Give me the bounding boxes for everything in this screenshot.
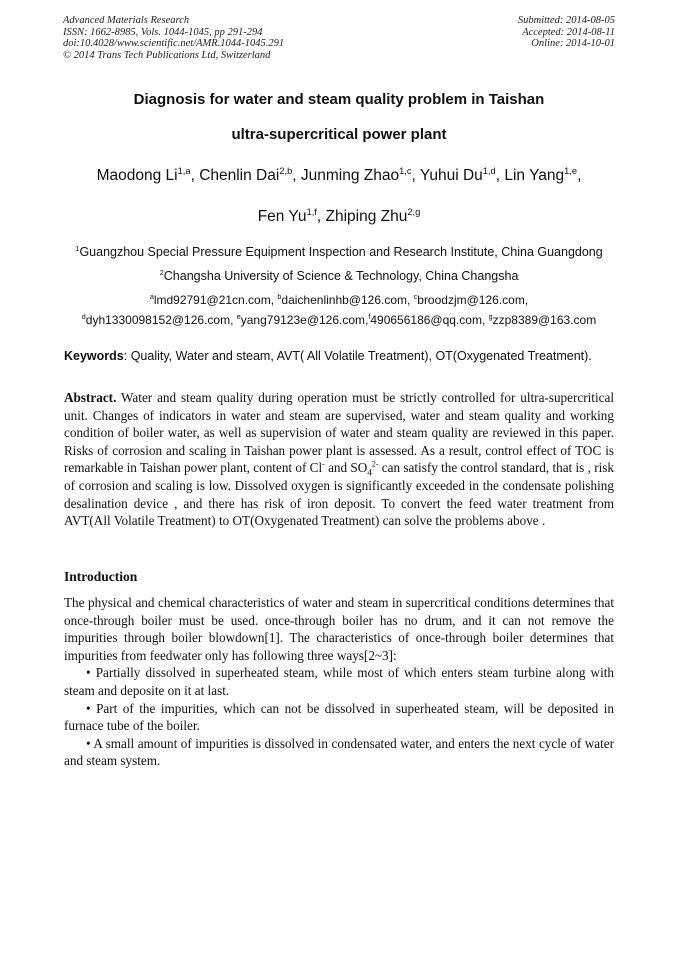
introduction-heading: Introduction	[64, 569, 138, 584]
author-name: Yuhui Du	[419, 167, 483, 184]
email-mark: g	[488, 312, 493, 321]
author-separator: ,	[316, 208, 326, 225]
email-address: dyh1330098152@126.com,	[85, 313, 237, 327]
keywords	[64, 349, 616, 363]
author-affiliation-mark: 1,e	[564, 165, 578, 176]
author-name: Zhiping Zhu	[325, 208, 408, 225]
paper-title-line-2: ultra-supercritical power plant	[231, 126, 447, 143]
email-list-line-2	[0, 313, 678, 327]
affiliation-text: Changsha University of Science & Technology, China Changsha	[163, 269, 519, 283]
email-address: yang79123e@126.com,	[240, 313, 369, 327]
journal-info	[63, 15, 284, 61]
author-name: Chenlin Dai	[199, 167, 280, 184]
affiliation-mark: 1	[75, 243, 80, 253]
author-affiliation-mark: 1,a	[177, 165, 191, 176]
keywords-text: : Quality, Water and steam, AVT( All Volatile Treatment), OT(Oxygenated Treatment).	[123, 349, 592, 363]
author-affiliation-mark: 2,b	[279, 165, 293, 176]
email-mark: b	[277, 292, 282, 301]
chloride-charge: -	[322, 459, 325, 469]
author-name: Fen Yu	[257, 208, 307, 225]
bullet-item: • A small amount of impurities is dissolved in condensated water, and enters the next cycle of water and steam system.	[64, 735, 614, 769]
email-mark: d	[81, 312, 86, 321]
affiliation-text: Guangzhou Special Pressure Equipment Inspection and Research Institute, China Guangdong	[79, 245, 603, 259]
abstract-text-part-1: Water and steam quality during operation must be strictly controlled for ultra-supercritical unit. Changes of indicators in water and steam are supervised, water and steam quality and working condition of boiler water, as well as supervision of water and steam quality are reviewed in this paper. Risks of corrosion and scaling in Taishan power plant is assessed. As a result, control effect of TOC is remarkable in Taishan power plant, content of Cl	[64, 390, 614, 476]
author-separator: ,	[411, 167, 420, 184]
author-separator: ,	[577, 167, 582, 184]
introduction-paragraph: The physical and chemical characteristics of water and steam in supercritical conditions determines that once-through boiler must be used. once-through boiler has no drum, and it can not remove the impurities through boiler blowdown[1]. The characteristics of once-through boiler determines that impurities from feedwater only has following three ways[2~3]:	[64, 595, 614, 663]
author-name: Lin Yang	[504, 167, 565, 184]
abstract-label: Abstract.	[64, 390, 117, 405]
submission-dates	[518, 15, 615, 50]
author-name: Maodong Li	[96, 167, 178, 184]
author-affiliation-mark: 1,f	[306, 206, 317, 217]
bullet-item: • Part of the impurities, which can not be dissolved in superheated steam, will be deposited in furnace tube of the boiler.	[64, 700, 614, 734]
email-address: daichenlinhb@126.com,	[281, 293, 414, 307]
author-affiliation-mark: 1,c	[399, 165, 412, 176]
email-address: zzp8389@163.com	[492, 313, 597, 327]
paper-title-line-1: Diagnosis for water and steam quality problem in Taishan	[133, 91, 545, 108]
email-list-line-1	[0, 293, 678, 307]
email-mark: f	[368, 312, 371, 321]
journal-copyright: © 2014 Trans Tech Publications Ltd, Switzerland	[63, 49, 271, 61]
email-mark: e	[236, 312, 241, 321]
keywords-label: Keywords	[64, 349, 124, 363]
abstract	[64, 389, 614, 530]
introduction-body	[64, 594, 614, 770]
abstract-text-part-2: and SO	[324, 460, 368, 476]
affiliation-mark: 2	[159, 267, 164, 277]
email-address: 490656186@qq.com,	[370, 313, 489, 327]
email-mark: c	[413, 292, 418, 301]
affiliation-2	[0, 269, 678, 283]
online-date: Online: 2014-10-01	[531, 38, 615, 49]
author-separator: ,	[495, 167, 505, 184]
journal-issn: ISSN: 1662-8985, Vols. 1044-1045, pp 291-294	[63, 26, 263, 38]
author-affiliation-mark: 2,g	[407, 206, 421, 217]
accepted-date: Accepted: 2014-08-11	[522, 26, 615, 38]
journal-doi: doi:10.4028/www.scientific.net/AMR.1044-1045.291	[63, 38, 285, 49]
author-separator: ,	[292, 167, 301, 184]
sulfate-subscript: 4	[367, 468, 372, 479]
author-separator: ,	[190, 167, 200, 184]
author-name: Junming Zhao	[300, 167, 400, 184]
abstract-text-part-3: can satisfy the control standard, that is , risk of corrosion and scaling is low. Dissolved oxygen is significantly exceeded in the condensate polishing desalination device , and there has risk of iron deposit. To convert the feed water treatment from AVT(All Volatile Treatment) to OT(Oxygenated Treatment) can solve the problems above .	[64, 460, 614, 529]
journal-name: Advanced Materials Research	[63, 15, 190, 26]
author-affiliation-mark: 1,d	[482, 165, 496, 176]
sulfate-charge: 2-	[371, 459, 379, 469]
email-address: lmd92791@21cn.com,	[153, 293, 278, 307]
submitted-date: Submitted: 2014-08-05	[517, 15, 615, 26]
author-list-line-2	[0, 208, 678, 226]
affiliation-1	[0, 245, 678, 259]
email-mark: a	[149, 292, 154, 301]
email-address: broodzjm@126.com,	[417, 293, 529, 307]
author-list-line-1	[0, 167, 678, 185]
bullet-item: • Partially dissolved in superheated steam, while most of which enters steam turbine along with steam and deposite on it at last.	[64, 665, 614, 698]
